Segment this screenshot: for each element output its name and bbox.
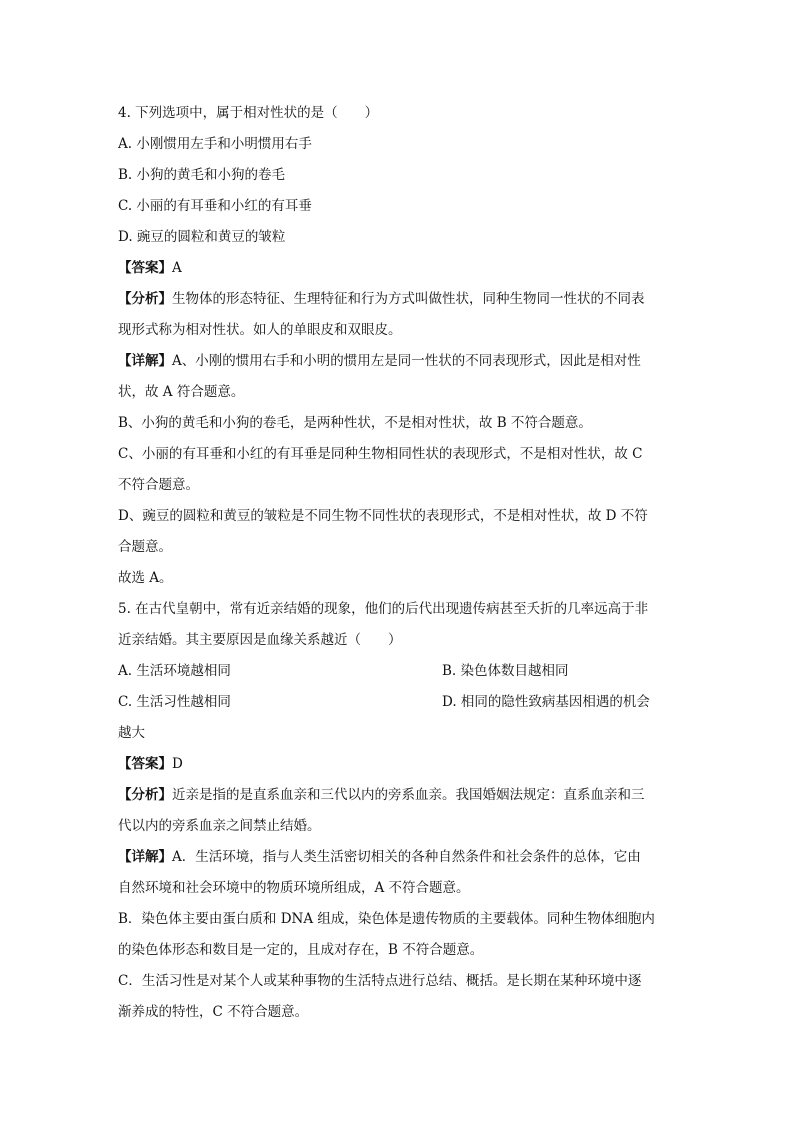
question-5-analysis — [118, 780, 678, 811]
answer-value: A — [172, 260, 182, 276]
question-5-option-d: D. 相同的隐性致病基因相遇的机会 — [442, 694, 650, 710]
question-5-analysis-line: 代以内的旁系血亲之间禁止结婚。 — [118, 818, 321, 834]
question-5-detail-line: B．染色体主要由蛋白质和 DNA 组成，染色体是遗传物质的主要载体。同种生物体细胞内 — [118, 911, 655, 927]
question-5-options-row — [118, 687, 678, 718]
question-4-detail-line: 状，故 A 符合题意。 — [118, 384, 245, 400]
question-4-detail-line: C、小丽的有耳垂和小红的有耳垂是同种生物相同性状的表现形式，不是相对性状，故 C — [118, 446, 643, 462]
question-5-detail-line: 自然环境和社会环境中的物质环境所组成，A 不符合题意。 — [118, 880, 470, 896]
question-4-detail-line: 合题意。 — [118, 539, 172, 555]
question-5-detail-line: 渐养成的特性，C 不符合题意。 — [118, 1004, 309, 1020]
question-4-option-c: C. 小丽的有耳垂和小红的有耳垂 — [118, 198, 312, 214]
document-page — [118, 98, 678, 1028]
question-4-detail-line: D、豌豆的圆粒和黄豆的皱粒是不同生物不同性状的表现形式，不是相对性状，故 D 不符 — [118, 508, 648, 524]
question-5-stem: 5. 在古代皇朝中，常有近亲结婚的现象，他们的后代出现遗传病甚至夭折的几率远高于非 — [118, 601, 649, 617]
answer-tag: 【答案】 — [118, 756, 172, 772]
question-4-answer — [118, 253, 678, 284]
question-4-option-a: A. 小刚惯用左手和小明惯用右手 — [118, 136, 312, 152]
question-5-option-d-wrap: 越大 — [118, 725, 145, 741]
question-4-detail-line: 不符合题意。 — [118, 477, 199, 493]
question-4-detail-line: B、小狗的黄毛和小狗的卷毛，是两种性状，不是相对性状，故 B 不符合题意。 — [118, 415, 592, 431]
question-4-analysis — [118, 284, 678, 315]
answer-tag: 【答案】 — [118, 260, 172, 276]
analysis-text: 生物体的形态特征、生理特征和行为方式叫做性状，同种生物同一性状的不同表 — [172, 291, 645, 307]
question-5-stem-line: 近亲结婚。其主要原因是血缘关系越近（ ） — [118, 632, 402, 648]
question-5-option-a: A. 生活环境越相同 — [118, 663, 231, 679]
question-4-stem: 4. 下列选项中，属于相对性状的是（ ） — [118, 105, 379, 121]
question-4-option-b: B. 小狗的黄毛和小狗的卷毛 — [118, 167, 286, 183]
question-5-detail-line: 的染色体形态和数目是一定的，且成对存在，B 不符合题意。 — [118, 942, 484, 958]
question-4-conclusion: 故选 A。 — [118, 570, 173, 586]
detail-text: A．生活环境，指与人类生活密切相关的各种自然条件和社会条件的总体，它由 — [172, 849, 641, 865]
analysis-text: 近亲是指的是直系血亲和三代以内的旁系血亲。我国婚姻法规定：直系血亲和三 — [172, 787, 645, 803]
analysis-tag: 【分析】 — [118, 291, 172, 307]
detail-text: A、小刚的惯用右手和小明的惯用左是同一性状的不同表现形式，因此是相对性 — [172, 353, 641, 369]
question-4-option-d: D. 豌豆的圆粒和黄豆的皱粒 — [118, 229, 286, 245]
question-5-option-c: C. 生活习性越相同 — [118, 694, 231, 710]
question-4-detail — [118, 346, 678, 377]
detail-tag: 【详解】 — [118, 353, 172, 369]
question-5-options-row — [118, 656, 678, 687]
question-4-analysis-line: 现形式称为相对性状。如人的单眼皮和双眼皮。 — [118, 322, 402, 338]
question-5-detail — [118, 842, 678, 873]
detail-tag: 【详解】 — [118, 849, 172, 865]
question-5-option-b: B. 染色体数目越相同 — [442, 663, 569, 679]
answer-value: D — [172, 756, 183, 772]
question-5-detail-line: C．生活习性是对某个人或某种事物的生活特点进行总结、概括。是长期在某种环境中逐 — [118, 973, 642, 989]
question-5-answer — [118, 749, 678, 780]
analysis-tag: 【分析】 — [118, 787, 172, 803]
